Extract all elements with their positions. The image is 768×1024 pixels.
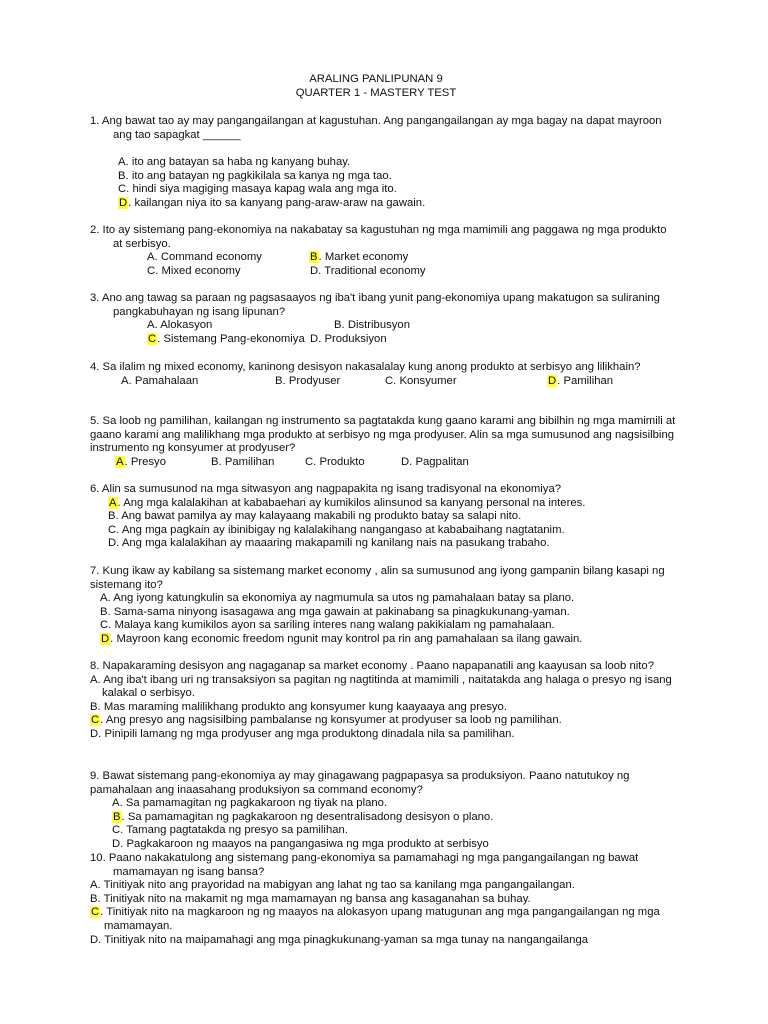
answer-highlight: B bbox=[310, 251, 318, 264]
option-b: B. Tinitiyak nito na makamit ng mga mamamayan ng bansa ang kasaganahan sa buhay. bbox=[90, 892, 531, 905]
option-b: B. Market economy bbox=[310, 251, 409, 264]
answer-highlight: A bbox=[116, 455, 124, 468]
option-c: C. Mixed economy bbox=[147, 264, 241, 277]
question-text: 1. Ang bawat tao ay may pangangailangan at kagustuhan. Ang pangangailangan ay mga bagay na dapat mayroon ang tao sapagkat ______ bbox=[90, 115, 662, 141]
question-text: 6. Alin sa sumusunod na mga sitwasyon ang nagpapakita ng isang tradisyonal na ekonomiya? bbox=[90, 483, 562, 495]
question-text: 9. Bawat sistemang pang-ekonomiya ay may ginagawang pagpapasya sa produksiyon. Paano natutukoy ng pamahalaan ang inaasahang produksiyon sa command economy? bbox=[90, 770, 630, 796]
question-2 bbox=[90, 224, 680, 278]
question-4 bbox=[90, 361, 680, 388]
question-6 bbox=[90, 483, 680, 551]
option-a: A. Pamahalaan bbox=[121, 374, 199, 387]
question-8 bbox=[90, 660, 680, 742]
option-b: B. Prodyuser bbox=[275, 374, 341, 387]
option-a: A. ito ang batayan sa haba ng kanyang buhay. bbox=[118, 156, 351, 169]
option-b: B. Distribusyon bbox=[334, 319, 410, 332]
question-5 bbox=[90, 415, 680, 469]
option-a: A. Alokasyon bbox=[147, 319, 213, 332]
option-c: C. Konsyumer bbox=[385, 374, 457, 387]
question-text: 8. Napakaraming desisyon ang nagaganap sa market economy . Paano napapanatili ang kaayusan sa loob nito? bbox=[90, 660, 654, 672]
option-d: D. Pamilihan bbox=[548, 374, 614, 387]
option-c: C. Ang mga pagkain ay ibinibigay ng kalalakihang nangangaso at kababaihang nagtatanim. bbox=[108, 523, 565, 536]
question-text: 2. Ito ay sistemang pang-ekonomiya na nakabatay sa kagustuhan ng mga mamimili ang paggawa ng mga produkto at serbisyo. bbox=[90, 224, 667, 250]
answer-highlight: D bbox=[548, 374, 557, 387]
option-b: B. Pamilihan bbox=[211, 455, 275, 468]
option-a: A. Ang iba't ibang uri ng transaksiyon sa pagitan ng nagtitinda at mamimili , naitatakda ang halaga o presyo ng isang kalakal o serbisyo. bbox=[90, 673, 672, 700]
option-b: B. ito ang batayan ng pagkikilala sa kanya ng mga tao. bbox=[118, 169, 392, 182]
option-d: D. Tinitiyak nito na maipamahagi ang mga pinagkukunang-yaman sa mga tunay na nangangailanga bbox=[90, 933, 589, 946]
option-b: B. Sama-sama ninyong isasagawa ang mga gawain at pakinabang sa pinagkukunang-yaman. bbox=[100, 605, 570, 618]
answer-highlight: A bbox=[109, 496, 117, 509]
answer-highlight: B bbox=[113, 810, 121, 823]
answer-highlight: D bbox=[119, 196, 128, 209]
option-a: A. Ang mga kalalakihan at kababaehan ay kumikilos alinsunod sa kanyang personal na interes. bbox=[109, 496, 586, 509]
option-a: A. Presyo bbox=[116, 455, 166, 468]
question-text: 4. Sa ilalim ng mixed economy, kaninong desisyon nakasalalay kung anong produkto at serbisyo ang lilikhain? bbox=[90, 361, 641, 373]
option-b: B. Mas maraming malilikhang produkto ang konsyumer kung kaayaaya ang presyo. bbox=[90, 700, 507, 713]
answer-highlight: C bbox=[148, 332, 157, 345]
answer-highlight: C bbox=[91, 906, 100, 919]
option-c: C. hindi siya magiging masaya kapag wala ang mga ito. bbox=[118, 183, 397, 196]
option-a: A. Sa pamamagitan ng pagkakaroon ng tiyak na plano. bbox=[112, 797, 388, 810]
option-c: C. Tinitiyak nito na magkaroon ng ng maayos na alokasyon upang matugunan ang mga pangangailangan ng mga mamamayan. bbox=[91, 906, 660, 932]
question-7 bbox=[90, 565, 680, 647]
option-d: D. Ang mga kalalakihan ay maaaring makapamili ng kanilang nais na pasukang trabaho. bbox=[108, 537, 550, 550]
option-a: A. Tinitiyak nito ang prayoridad na mabigyan ang lahat ng tao sa kanilang mga pangangailangan. bbox=[90, 879, 575, 892]
question-text: 10. Paano nakakatulong ang sistemang pang-ekonomiya sa pamamahagi ng mga pangangailangan ng bawat mamamayan ng isang bansa? bbox=[90, 852, 639, 878]
answer-highlight: C bbox=[91, 714, 100, 727]
question-9 bbox=[90, 770, 680, 852]
subject-title: ARALING PANLIPUNAN 9 bbox=[309, 73, 443, 85]
question-text: 5. Sa loob ng pamilihan, kailangan ng instrumento sa pagtatakda kung gaano karami ang bibilhin ng mga mamimili at gaano karami ang malilikhang mga produkto at serbisyo ng mga prodyuser. Alin sa mga sumusunod ang nagsisilbing instrumento ng konsyumer at prodyuser? bbox=[90, 415, 676, 455]
option-d: D. Pagkakaroon ng maayos na pangangasiwa ng mga produkto at serbisyo bbox=[112, 837, 489, 850]
option-d: D. Mayroon kang economic freedom ngunit may kontrol pa rin ang pamahalaan sa ilang gawain. bbox=[101, 632, 583, 645]
option-c: C. Malaya kang kumikilos ayon sa sariling interes nang walang pakikialam ng pamahalaan. bbox=[100, 619, 555, 632]
option-b: B. Sa pamamagitan ng pagkakaroon ng desentralisadong desisyon o plano. bbox=[113, 810, 494, 823]
option-a: A. Command economy bbox=[147, 251, 262, 264]
option-d: D. Traditional economy bbox=[310, 264, 426, 277]
option-d: D. Produksiyon bbox=[310, 332, 387, 345]
option-d: D. kailangan niya ito sa kanyang pang-araw-araw na gawain. bbox=[119, 196, 426, 209]
quarter-title: QUARTER 1 - MASTERY TEST bbox=[295, 87, 457, 99]
option-c: C. Tamang pagtatakda ng presyo sa pamilihan. bbox=[112, 824, 348, 837]
option-c: C. Produkto bbox=[305, 455, 365, 468]
answer-highlight: D bbox=[101, 632, 110, 645]
option-c: C. Ang presyo ang nagsisilbing pambalanse ng konsyumer at prodyuser sa loob ng pamilihan. bbox=[91, 714, 562, 727]
question-3 bbox=[90, 292, 680, 346]
option-c: C. Sistemang Pang-ekonomiya bbox=[148, 332, 305, 345]
question-text: 7. Kung ikaw ay kabilang sa sistemang market economy , alin sa sumusunod ang iyong gampanin bilang kasapi ng sistemang ito? bbox=[90, 565, 665, 591]
question-10 bbox=[90, 852, 680, 947]
question-text: 3. Ano ang tawag sa paraan ng pagsasaayos ng iba't ibang yunit pang-ekonomiya upang makatugon sa suliraning pangkabuhayan ng isang lipunan? bbox=[90, 292, 660, 318]
option-b: B. Ang bawat pamilya ay may kalayaang makabili ng produkto batay sa salapi nito. bbox=[108, 510, 522, 523]
option-d: D. Pinipili lamang ng mga prodyuser ang mga produktong dinadala nila sa pamilihan. bbox=[90, 727, 515, 740]
option-a: A. Ang iyong katungkulin sa ekonomiya ay nagmumula sa utos ng pamahalaan batay sa plano. bbox=[100, 592, 575, 605]
question-1 bbox=[90, 115, 680, 211]
option-d: D. Pagpalitan bbox=[401, 455, 469, 468]
